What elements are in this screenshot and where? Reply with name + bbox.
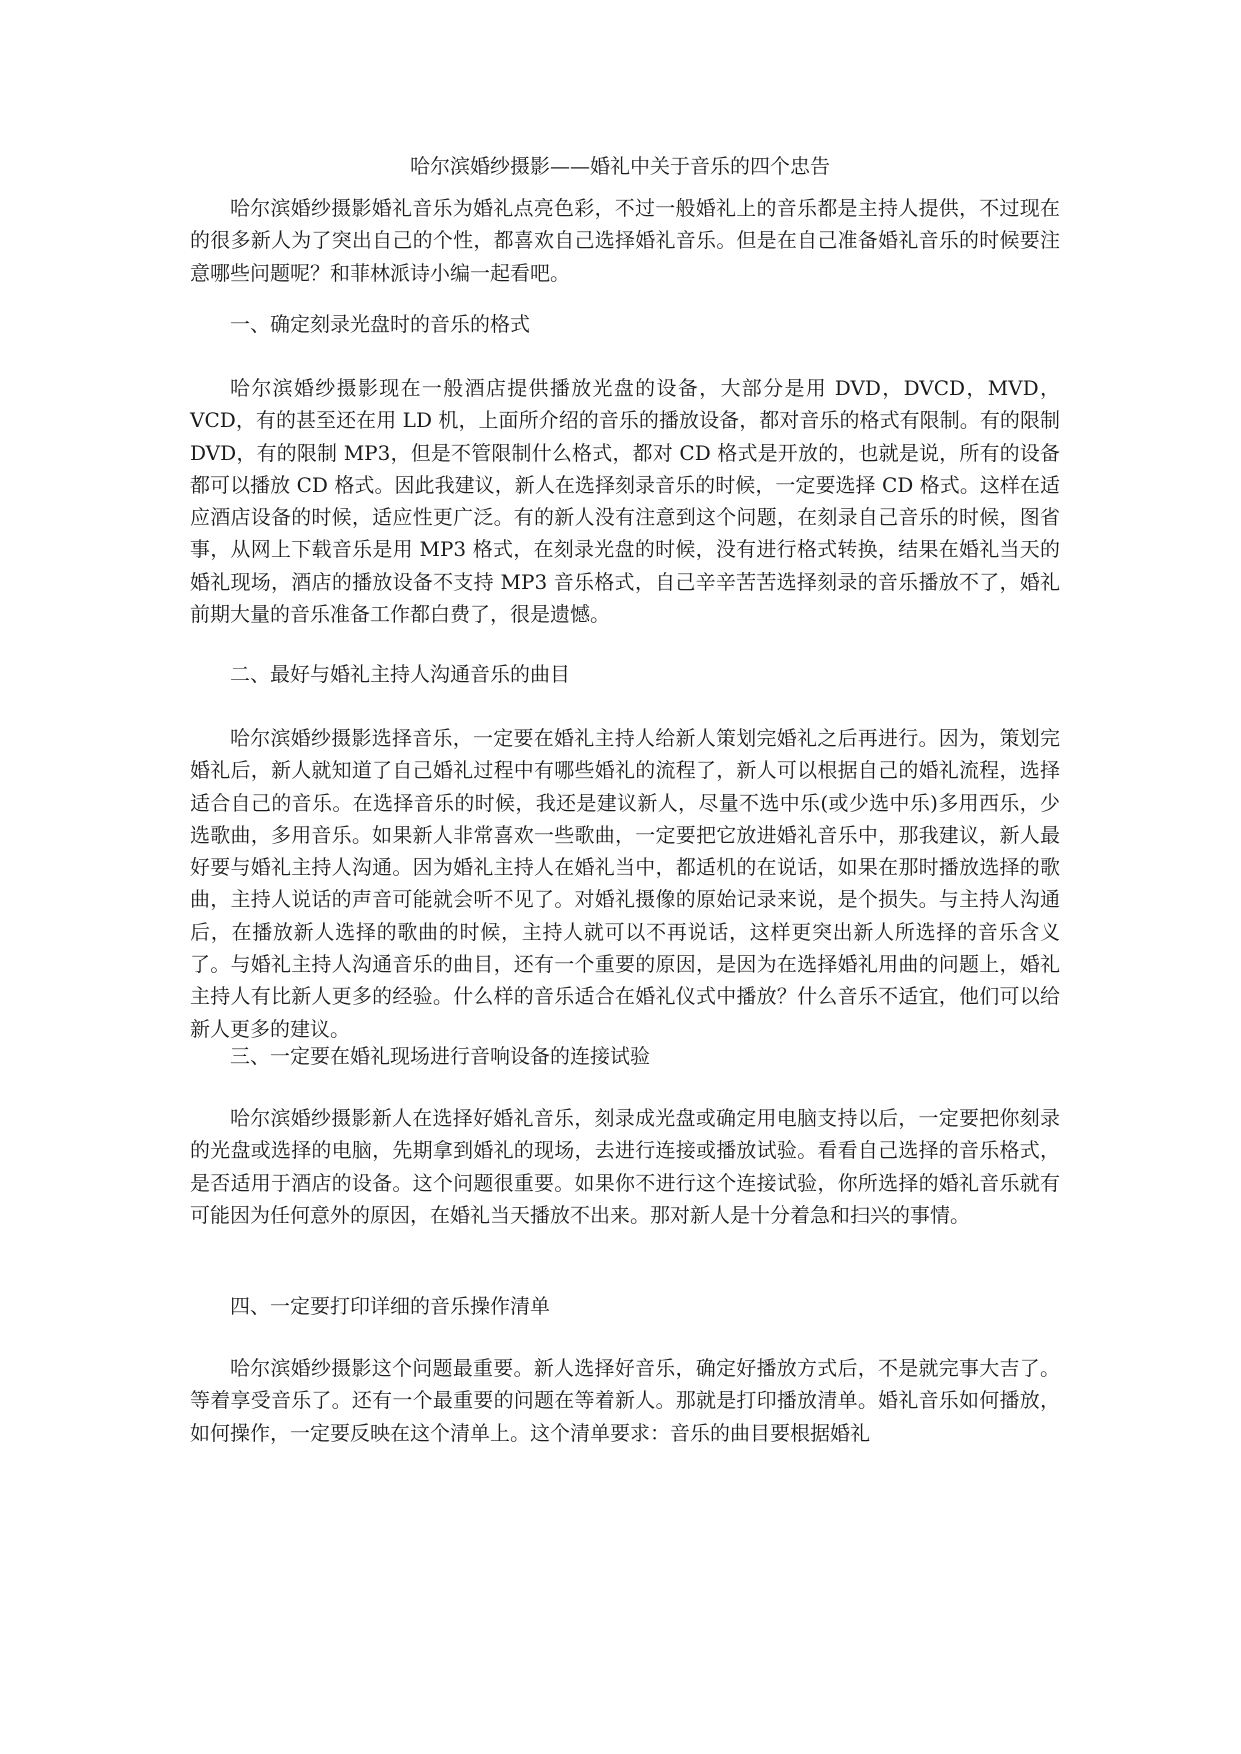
- page-title: 哈尔滨婚纱摄影——婚礼中关于音乐的四个忠告: [410, 154, 830, 178]
- section-2-body: 哈尔滨婚纱摄影选择音乐，一定要在婚礼主持人给新人策划完婚礼之后再进行。因为，策划完婚礼后，新人就知道了自己婚礼过程中有哪些婚礼的流程了，新人可以根据自己的婚礼流程，选择适合自己的音乐。在选择音乐的时候，我还是建议新人，尽量不选中乐(或少选中乐)多用西乐，少选歌曲，多用音乐。如果新人非常喜欢一些歌曲，一定要把它放进婚礼音乐中，那我建议，新人最好要与婚礼主持人沟通。因为婚礼主持人在婚礼当中，都适机的在说话，如果在那时播放选择的歌曲，主持人说话的声音可能就会听不见了。对婚礼摄像的原始记录来说，是个损失。与主持人沟通后，在播放新人选择的歌曲的时候，主持人就可以不再说话，这样更突出新人所选择的音乐含义了。与婚礼主持人沟通音乐的曲目，还有一个重要的原因，是因为在选择婚礼用曲的问题上，婚礼主持人有比新人更多的经验。什么样的音乐适合在婚礼仪式中播放？什么音乐不适宜，他们可以给新人更多的建议。: [190, 726, 1060, 1041]
- section-2-heading: 二、最好与婚礼主持人沟通音乐的曲目: [230, 662, 570, 686]
- intro-paragraph: 哈尔滨婚纱摄影婚礼音乐为婚礼点亮色彩，不过一般婚礼上的音乐都是主持人提供，不过现在的很多新人为了突出自己的个性，都喜欢自己选择婚礼音乐。但是在自己准备婚礼音乐的时候要注意哪些问题呢？和菲林派诗小编一起看吧。: [190, 196, 1060, 285]
- section-1-body: 哈尔滨婚纱摄影现在一般酒店提供播放光盘的设备，大部分是用 DVD，DVCD，MVD，VCD，有的甚至还在用 LD 机，上面所介绍的音乐的播放设备，都对音乐的格式有限制。有的限制 DVD，有的限制 MP3，但是不管限制什么格式，都对 CD 格式是开放的，也就是说，所有的设备都可以播放 CD 格式。因此我建议，新人在选择刻录音乐的时候，一定要选择 CD 格式。这样在适应酒店设备的时候，适应性更广泛。有的新人没有注意到这个问题，在刻录自己音乐的时候，图省事，从网上下载音乐是用 MP3 格式，在刻录光盘的时候，没有进行格式转换，结果在婚礼当天的婚礼现场，酒店的播放设备不支持 MP3 音乐格式，自己辛辛苦苦选择刻录的音乐播放不了，婚礼前期大量的音乐准备工作都白费了，很是遗憾。: [190, 376, 1060, 627]
- section-1-heading: 一、确定刻录光盘时的音乐的格式: [230, 312, 530, 336]
- section-4-body: 哈尔滨婚纱摄影这个问题最重要。新人选择好音乐，确定好播放方式后，不是就完事大吉了。等着享受音乐了。还有一个最重要的问题在等着新人。那就是打印播放清单。婚礼音乐如何播放，如何操作，一定要反映在这个清单上。这个清单要求：音乐的曲目要根据婚礼: [190, 1356, 1060, 1445]
- section-3-body: 哈尔滨婚纱摄影新人在选择好婚礼音乐，刻录成光盘或确定用电脑支持以后，一定要把你刻录的光盘或选择的电脑，先期拿到婚礼的现场，去进行连接或播放试验。看看自己选择的音乐格式，是否适用于酒店的设备。这个问题很重要。如果你不进行这个连接试验，你所选择的婚礼音乐就有可能因为任何意外的原因，在婚礼当天播放不出来。那对新人是十分着急和扫兴的事情。: [190, 1106, 1060, 1227]
- section-3-heading: 三、一定要在婚礼现场进行音响设备的连接试验: [230, 1044, 650, 1068]
- section-4-heading: 四、一定要打印详细的音乐操作清单: [230, 1294, 550, 1318]
